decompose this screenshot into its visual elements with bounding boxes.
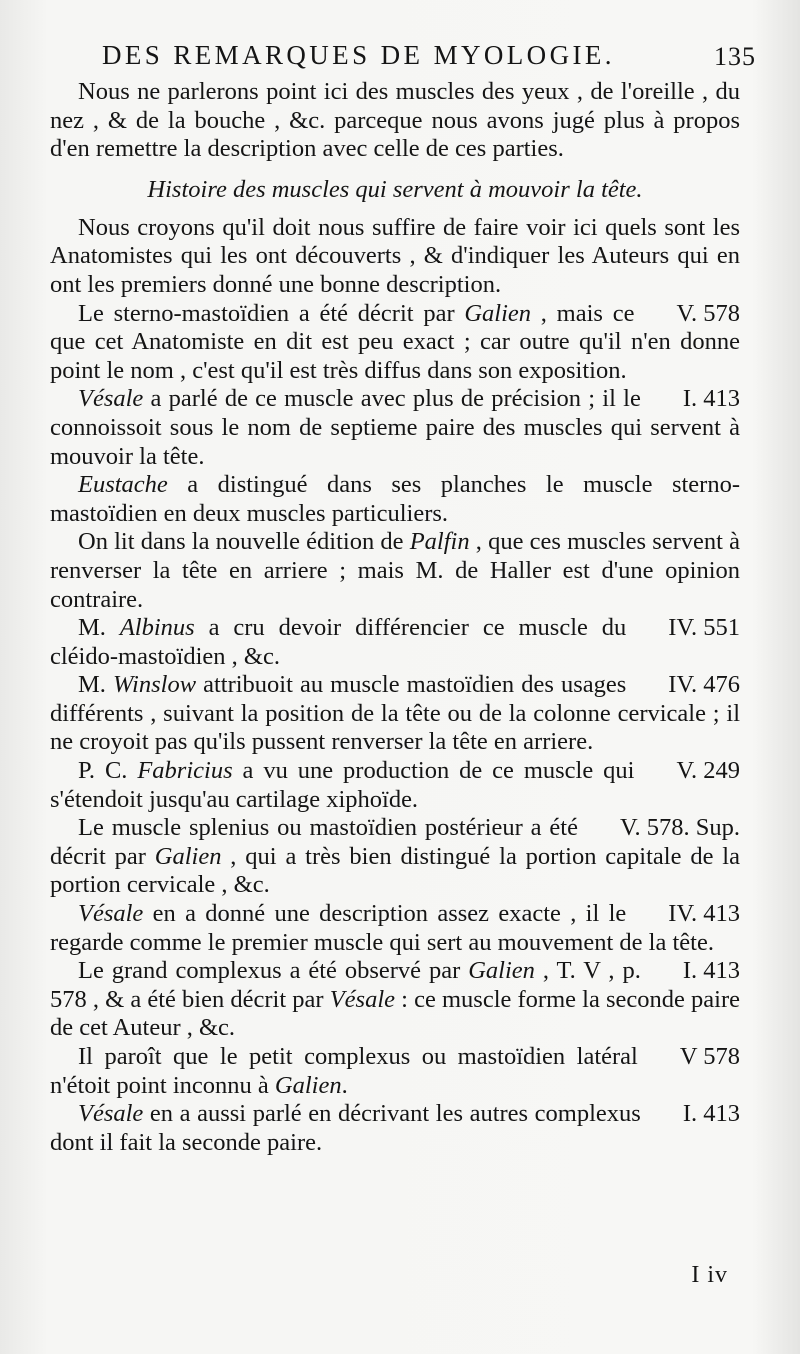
paragraph-text: M. Winslow attribuoit au muscle mastoïdien des usages différents , suivant la position de la tête ou de la colonne cervicale ; il ne croyoit pas qu'ils pussent renverser la tête en arriere.	[50, 671, 740, 756]
page-reference: IV. 551	[668, 614, 740, 642]
paragraph-text: P. C. Fabricius a vu une production de ce muscle qui s'étendoit jusqu'au cartilage xiphoïde.	[50, 757, 635, 813]
paragraph	[50, 614, 740, 671]
page-body	[50, 78, 740, 1157]
page-reference: I. 413	[682, 1100, 740, 1128]
page-header	[96, 40, 756, 76]
paragraph-text: On lit dans la nouvelle édition de Palfin , que ces muscles servent à renverser la tête en arriere ; mais M. de Haller est d'une opinion contraire.	[50, 528, 740, 613]
paragraph	[50, 471, 740, 528]
paragraph	[50, 300, 740, 386]
paragraph	[50, 900, 740, 957]
page-reference: V. 578. Sup.	[619, 814, 740, 842]
paragraph	[50, 1100, 740, 1157]
page-reference: V. 249	[676, 757, 740, 785]
paragraph-text: Eustache a distingué dans ses planches le muscle sterno-mastoïdien en deux muscles particuliers.	[50, 471, 740, 527]
paragraph-text: Vésale a parlé de ce muscle avec plus de précision ; il le connoissoit sous le nom de septieme paire des muscles qui servent à mouvoir la tête.	[50, 385, 740, 470]
page-reference: V 578	[679, 1043, 740, 1070]
paragraph	[50, 957, 740, 1043]
paragraph-text: Le sterno-mastoïdien a été décrit par Galien , mais ce que cet Anatomiste en dit est peu exact ; car outre qu'il n'en donne point le nom , c'est qu'il est très diffus dans son exposition.	[50, 299, 740, 384]
page-reference: I. 413	[682, 385, 740, 413]
paragraph	[50, 757, 740, 814]
paragraph	[50, 671, 740, 757]
paragraph	[50, 1043, 740, 1100]
section-heading: Histoire des muscles qui servent à mouvoir la tête.	[147, 175, 643, 203]
page-reference: V. 578	[676, 299, 740, 327]
page-reference: IV. 476	[668, 671, 740, 699]
paragraph-text: Vésale en a donné une description assez exacte , il le regarde comme le premier muscle qui sert au mouvement de la tête.	[50, 900, 714, 956]
page-number: 135	[714, 42, 756, 71]
page-reference: IV. 413	[668, 900, 740, 928]
paragraph	[50, 814, 740, 900]
intro-paragraph: Nous ne parlerons point ici des muscles des yeux , de l'oreille , du nez , & de la bouche , &c. parceque nous avons jugé plus à propos d'en remettre la description avec celle de ces parties.	[50, 78, 740, 163]
page-reference: I. 413	[682, 957, 740, 985]
running-title: DES REMARQUES DE MYOLOGIE.	[102, 40, 615, 70]
paragraph-text: Le grand complexus a été observé par Galien , T. V , p. 578 , & a été bien décrit par Vésale : ce muscle forme la seconde paire de cet Auteur , &c.	[50, 957, 740, 1042]
paragraph-text: Le muscle splenius ou mastoïdien postérieur a été décrit par Galien , qui a très bien distingué la portion capitale de la portion cervicale , &c.	[50, 814, 740, 899]
paragraph-text: Nous croyons qu'il doit nous suffire de faire voir ici quels sont les Anatomistes qui les ont découverts , & d'indiquer les Auteurs qui en ont les premiers donné une bonne description.	[50, 213, 740, 298]
paragraph	[50, 385, 740, 471]
paragraph-text: Il paroît que le petit complexus ou mastoïdien latéral n'étoit point inconnu à Galien.	[50, 1043, 638, 1099]
catchword: I iv	[691, 1262, 728, 1288]
paragraph-text: M. Albinus a cru devoir différencier ce muscle du cléido-mastoïdien , &c.	[50, 614, 627, 670]
paragraph	[50, 214, 740, 300]
paragraph-text: Vésale en a aussi parlé en décrivant les autres complexus dont il fait la seconde paire.	[50, 1100, 641, 1156]
paragraph	[50, 528, 740, 614]
